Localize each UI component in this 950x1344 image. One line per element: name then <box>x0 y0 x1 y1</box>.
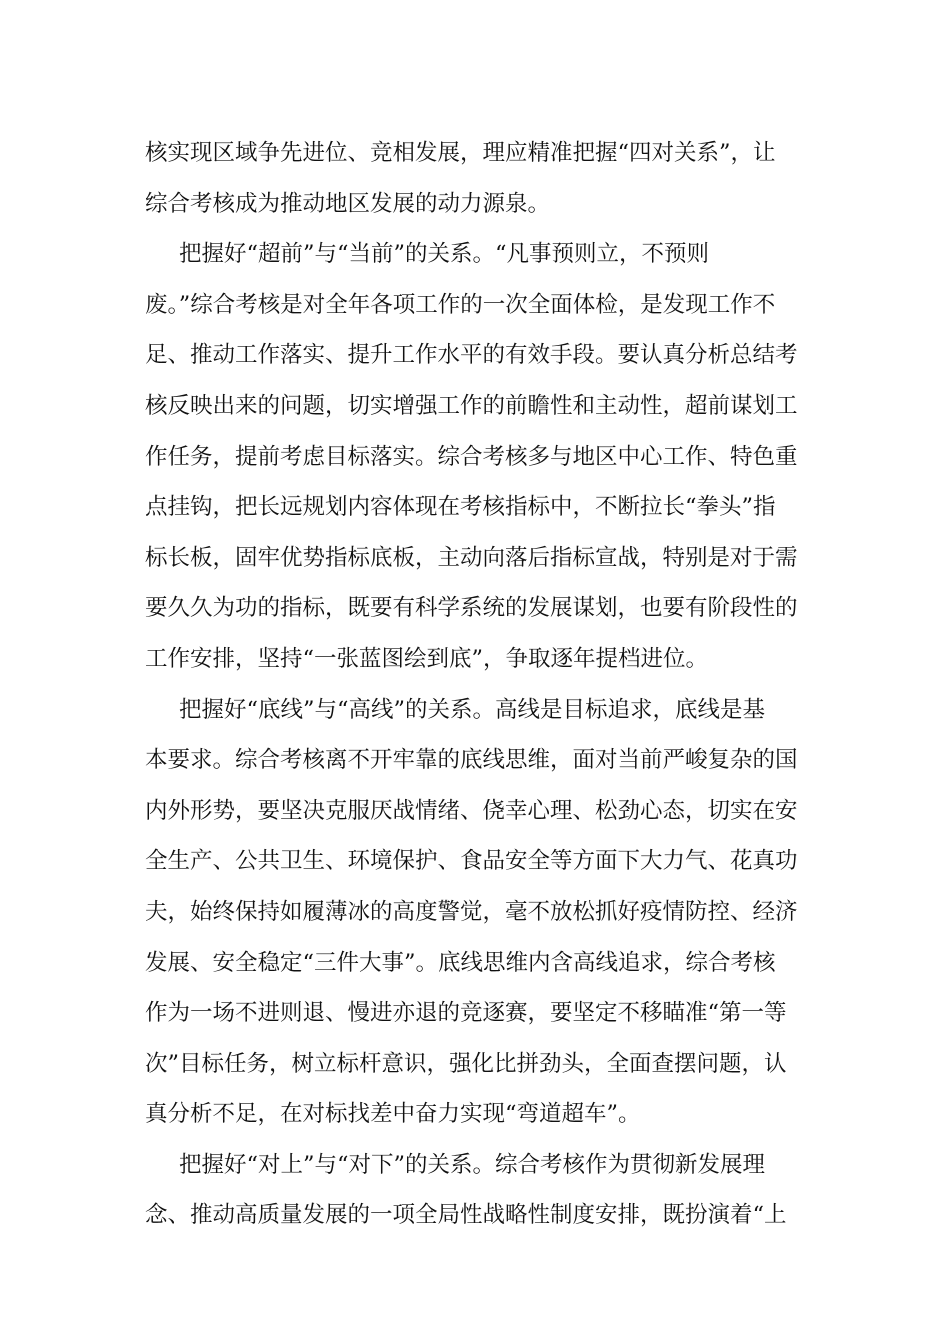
text-line: 点挂钩，把长远规划内容体现在考核指标中，不断拉长“拳头”指 <box>145 494 776 521</box>
text-line: 念、推动高质量发展的一项全局性战略性制度安排，既扮演着“上 <box>145 1202 787 1229</box>
text-line: 足、推动工作落实、提升工作水平的有效手段。要认真分析总结考 <box>145 342 798 369</box>
text-line: 废。”综合考核是对全年各项工作的一次全面体检，是发现工作不 <box>145 291 776 318</box>
text-line: 综合考核成为推动地区发展的动力源泉。 <box>145 190 551 217</box>
text-line: 作为一场不进则退、慢进亦退的竞逐赛，要坚定不移瞄准“第一等 <box>145 1000 787 1027</box>
paragraph-upward-and-downward <box>145 1140 805 1241</box>
text-line: 要久久为功的指标，既要有科学系统的发展谋划，也要有阶段性的 <box>145 595 798 622</box>
text-line: 内外形势，要坚决克服厌战情绪、侥幸心理、松劲心态，切实在安 <box>145 797 798 824</box>
text-line: 次”目标任务，树立标杆意识，强化比拼劲头，全面查摆问题，认 <box>145 1050 787 1077</box>
paragraph-bottom-line-and-high-line <box>145 685 805 1140</box>
text-line: 工作安排，坚持“一张蓝图绘到底”，争取逐年提档进位。 <box>145 645 709 672</box>
text-line: 把握好“底线”与“高线”的关系。高线是目标追求，底线是基 <box>179 696 766 723</box>
text-line: 作任务，提前考虑目标落实。综合考核多与地区中心工作、特色重 <box>145 443 798 470</box>
text-line: 标长板，固牢优势指标底板，主动向落后指标宣战，特别是对于需 <box>145 544 798 571</box>
text-line: 真分析不足，在对标找差中奋力实现“弯道超车”。 <box>145 1101 641 1128</box>
text-line: 核反映出来的问题，切实增强工作的前瞻性和主动性，超前谋划工 <box>145 392 798 419</box>
document-body <box>145 128 805 1241</box>
paragraph-advance-and-present <box>145 229 805 684</box>
text-line: 把握好“对上”与“对下”的关系。综合考核作为贯彻新发展理 <box>179 1151 766 1178</box>
text-line: 发展、安全稳定“三件大事”。底线思维内含高线追求，综合考核 <box>145 949 776 976</box>
text-line: 把握好“超前”与“当前”的关系。“凡事预则立，不预则 <box>179 241 710 268</box>
text-line: 核实现区域争先进位、竞相发展，理应精准把握“四对关系”，让 <box>145 140 776 166</box>
text-line: 夫，始终保持如履薄冰的高度警觉，毫不放松抓好疫情防控、经济 <box>145 898 798 925</box>
paragraph-intro <box>145 128 805 229</box>
text-line: 全生产、公共卫生、环境保护、食品安全等方面下大力气、花真功 <box>145 848 798 875</box>
text-line: 本要求。综合考核离不开牢靠的底线思维，面对当前严峻复杂的国 <box>145 747 798 774</box>
